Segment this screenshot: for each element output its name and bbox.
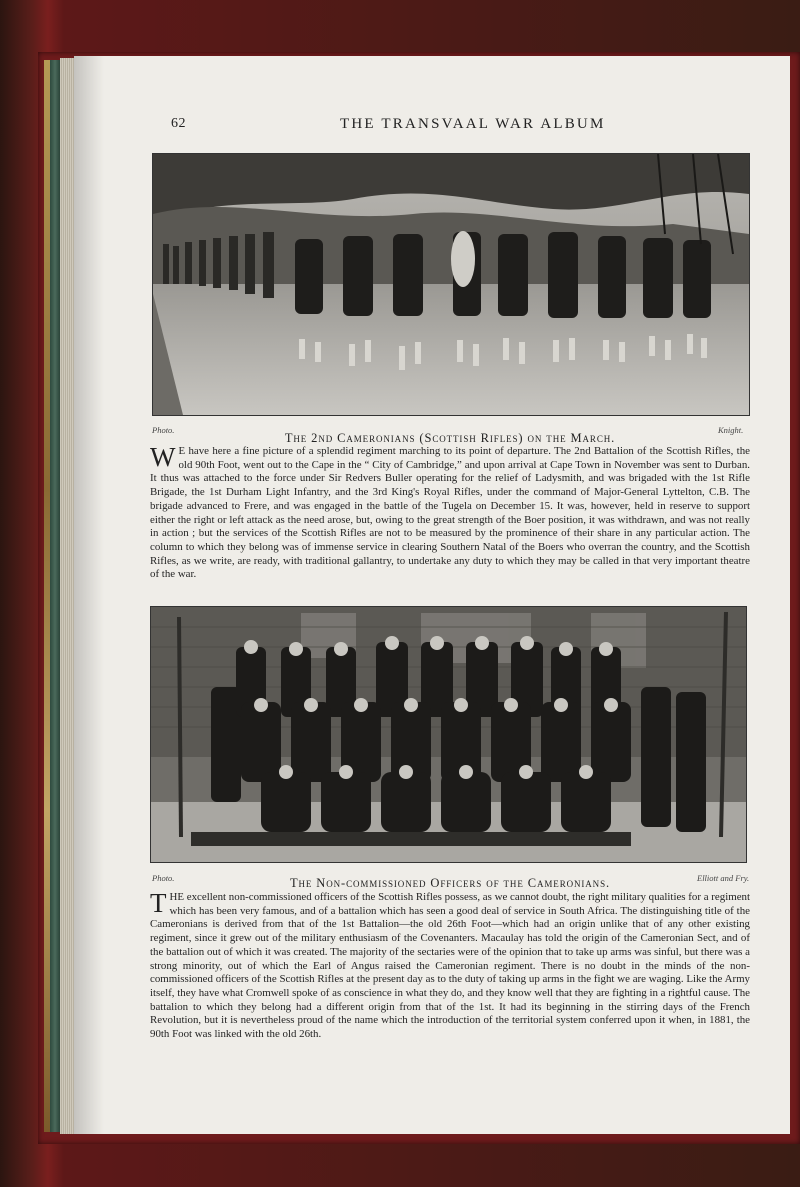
photo-nco-group [150,606,747,863]
drop-cap: T [150,888,167,918]
article-text: HE excellent non-commissioned officers of the Scottish Rifles possess, as we cannot doubt, the right military qualities for a regiment which has been very famous, and of a battalion which has seen a good deal of service in South Africa. The distinguishing title of the Cameronians is derived from that of the 1st Battalion—the old 26th Foot—which had an origin unlike that of any other existing regiment, since it grew out of the military enthusiasm of the Covenanters. Macaulay has told the origin of the Cameronian Sect, and of the battalion out of which it was created. The majority of the sectaries were of the opinion that to take up arms was sinful, but there was a strong minority, out of which the Earl of Angus raised the Cameronian regiment. There is no doubt in the minds of the non-commissioned officers of the Scottish Rifles at the present day as to the duty of taking up arms in the fight we are waging. Like the Army itself, they have what Cromwell spoke of as conscience in what they do, and they know well that they are fighting in a rightful cause. The battalion to which they belong had a different origin from that of the 1st. It had its beginning in the stirring days of the French Revolution, but it is nevertheless proud of the name which the introduction of the territorial system conferred upon it when, in 1881, the 90th Foot was linked with the old 26th. [150,891,750,1041]
spine-cloth [50,60,60,1132]
page-stack-edge [60,58,74,1134]
nco-photo-image [151,607,746,862]
photo-credit-left: Photo. [152,873,175,883]
photo-marching-regiment [152,153,750,416]
photo-credit-right: Knight. [718,425,744,435]
photo-credit-left: Photo. [152,425,175,435]
drop-cap: W [150,442,176,472]
photo-credit-right: Elliott and Fry. [697,873,750,883]
article-paragraph [150,442,750,582]
marching-photo-image [153,154,749,415]
photo-caption: The Non-commissioned Officers of the Cameronians. [289,876,611,890]
article-paragraph [150,888,750,1042]
page-number: 62 [171,116,186,131]
article-text: E have here a fine picture of a splendid regiment marching to its point of departure. The 2nd Battalion of the Scottish Rifles, the old 90th Foot, went out to the Cape in the “ City of Cambridge,” and upon arrival at Cape Town in November was sent to Durban. It thus was attached to the force under Sir Redvers Buller operating for the relief of Ladysmith, and was brigaded with the 1st Rifle Brigade, the 1st Durham Light Infantry, and the 3rd King's Royal Rifles, under the command of Major-General Lyttelton, C.B. The brigade advanced to Frere, and was engaged in the battle of the Tugela on December 15. It was, however, held in reserve to support either the right or left attack as the need arose, but, owing to the great strength of the Boer position, it was withdrawn, and was not really in action ; but the services of the Scottish Rifles are not to be measured by the prominence of their share in any particular action. The column to which they belong was of immense service in clearing Southern Natal of the Boers who overran the country, and the Scottish Rifles, as we write, are ready, with traditional gallantry, to undertake any duty to which they may be called in that very important theatre of the war. [150,445,750,581]
photo-caption: The 2nd Cameronians (Scottish Rifles) on the March. [284,431,616,445]
album-title: THE TRANSVAAL WAR ALBUM [340,116,606,132]
